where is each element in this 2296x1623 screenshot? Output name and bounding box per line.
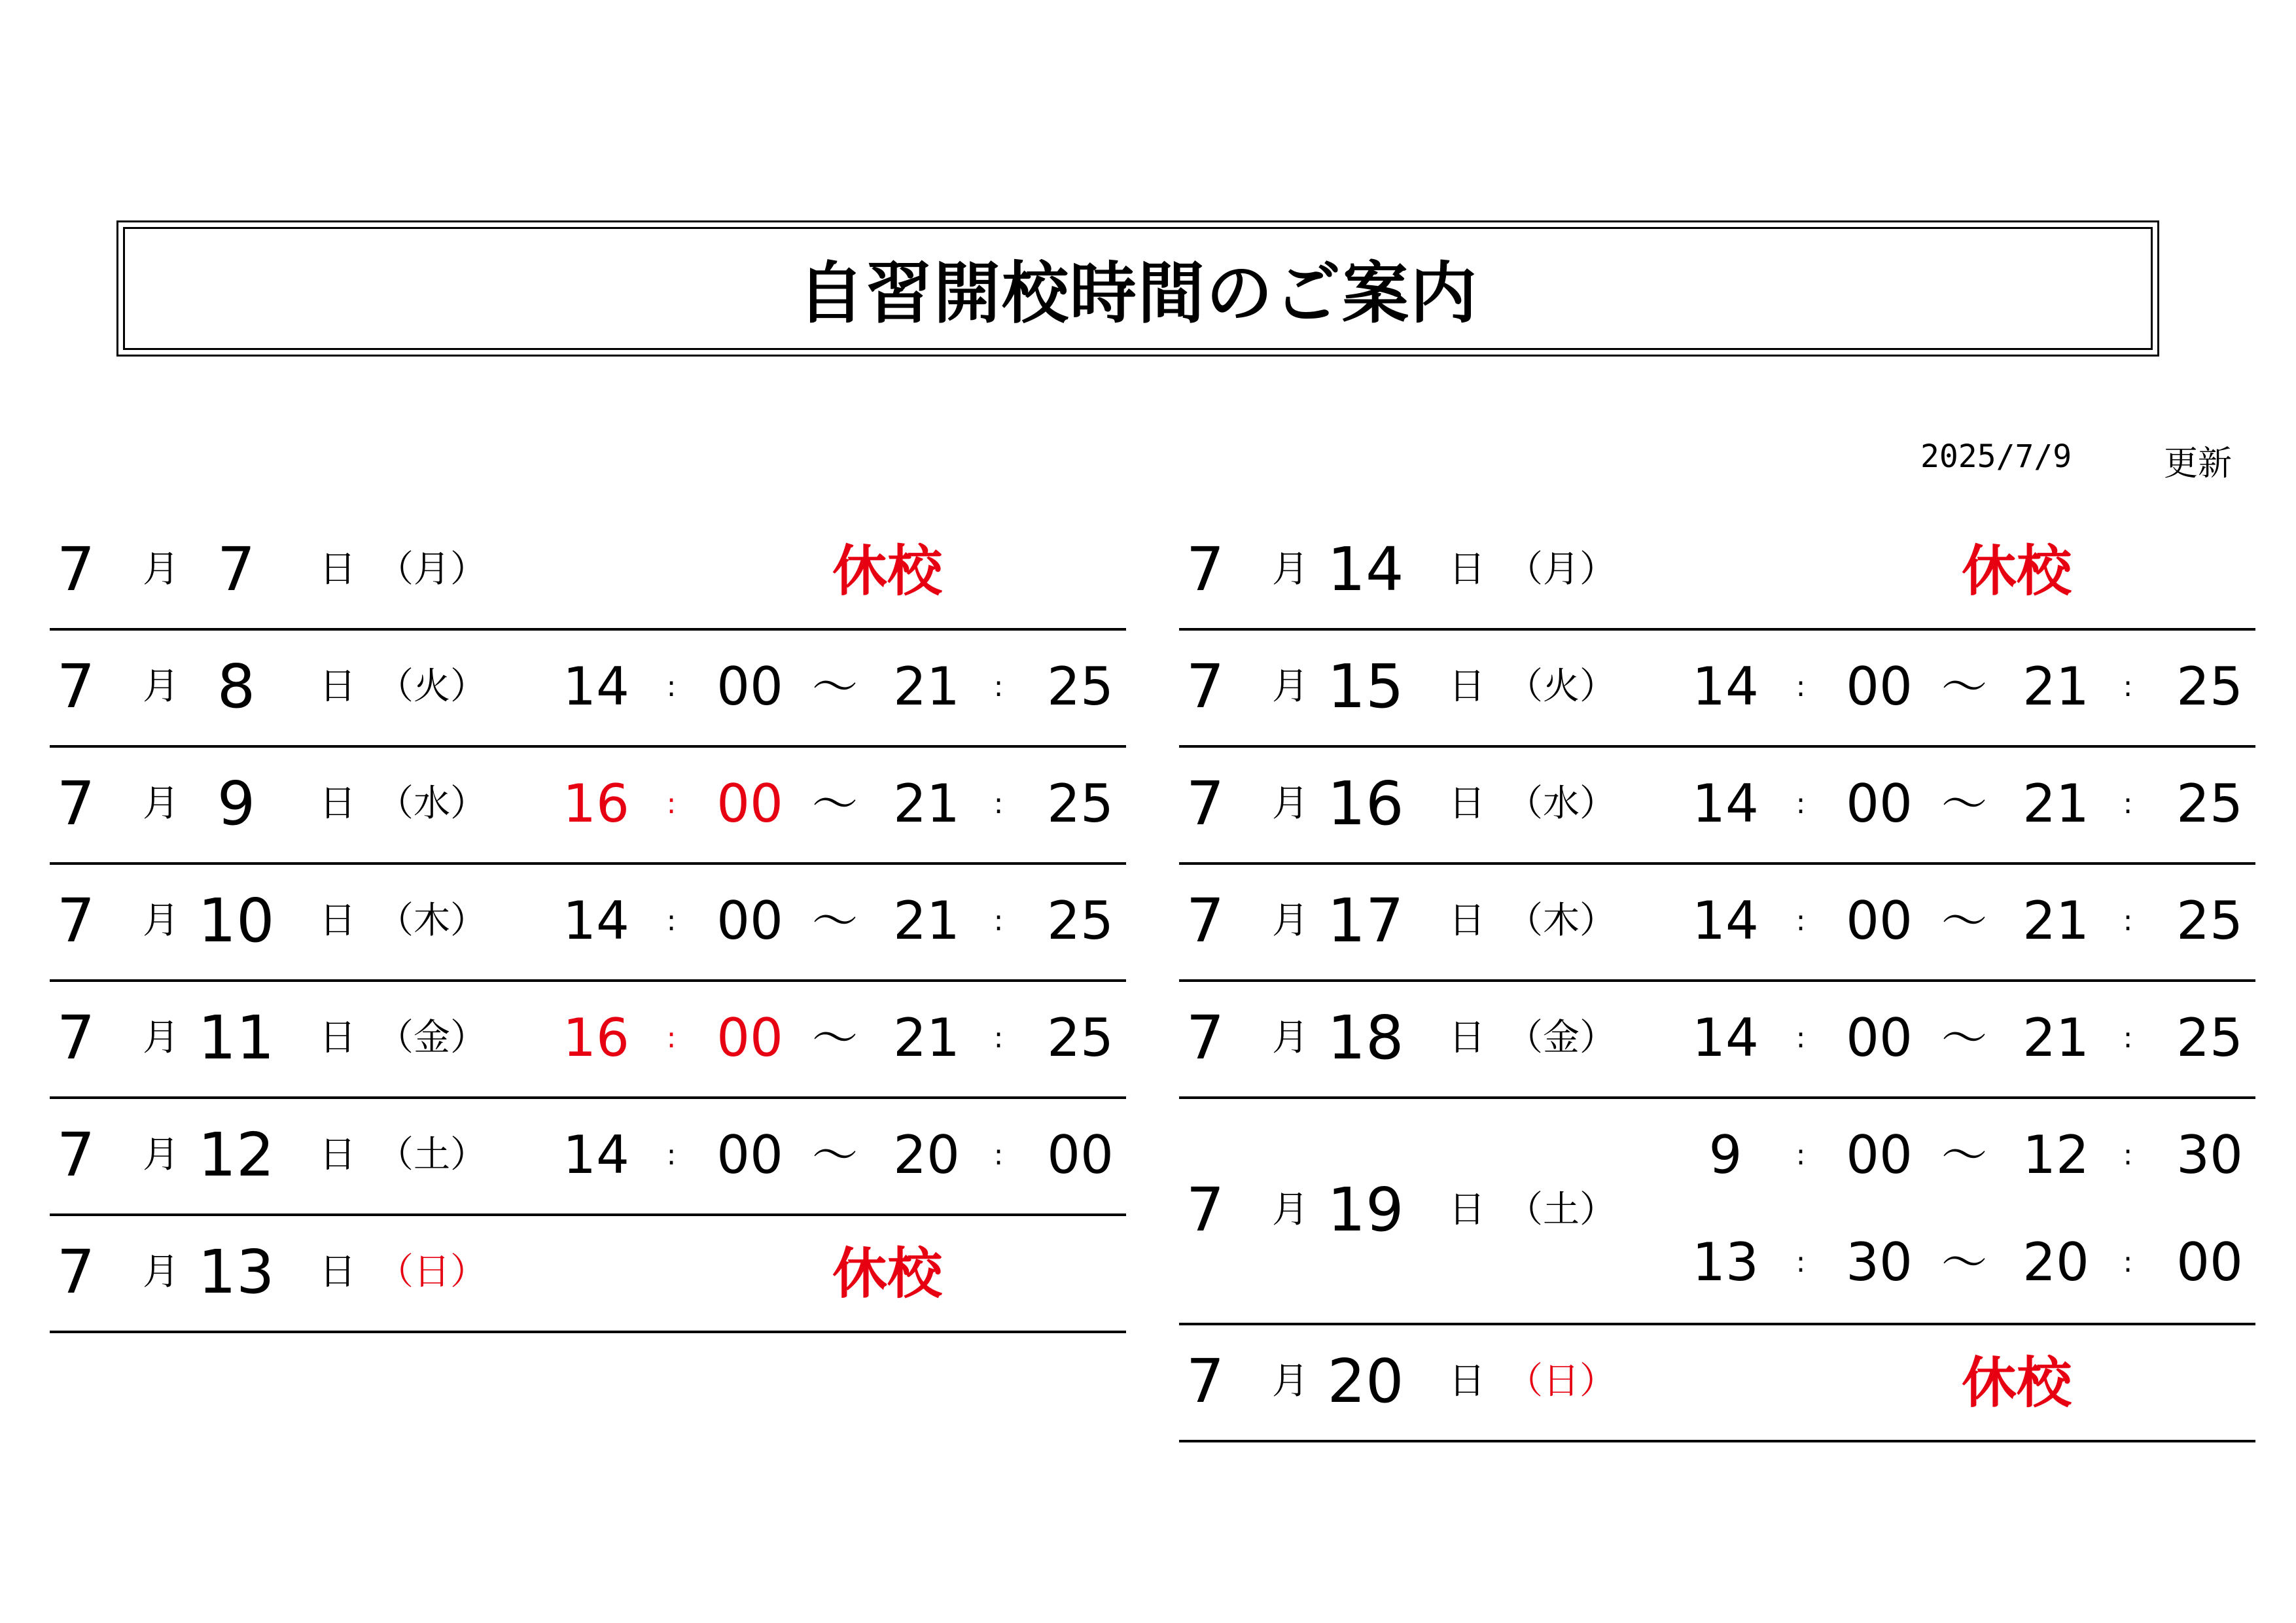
start-minute: 00: [716, 1007, 783, 1068]
schedule-row: [1179, 514, 2255, 631]
day-kanji: 日: [319, 1017, 356, 1059]
month-number: 7: [56, 1237, 96, 1307]
start-hour: 9: [1708, 1125, 1742, 1185]
start-colon: :: [666, 787, 677, 820]
month-kanji: 月: [143, 1134, 179, 1176]
schedule-row: [50, 1216, 1126, 1333]
start-hour: 14: [1692, 773, 1759, 834]
month-number: 7: [56, 1120, 96, 1190]
month-kanji: 月: [1272, 899, 1309, 942]
schedule-row: [1179, 631, 2255, 748]
weekday-text: （木）: [377, 899, 487, 942]
end-hour: 21: [2022, 1007, 2089, 1068]
end-colon: :: [993, 670, 1004, 703]
end-colon: :: [993, 1021, 1004, 1055]
start-colon: :: [666, 670, 677, 703]
end-hour: 21: [2022, 890, 2089, 951]
month-kanji: 月: [1272, 782, 1309, 825]
month-kanji: 月: [1272, 1189, 1309, 1231]
schedule-row: [50, 514, 1126, 631]
day-kanji: 日: [1449, 1189, 1485, 1231]
weekday: [377, 531, 487, 609]
month-number: 7: [1186, 769, 1225, 839]
weekday-text: （水）: [1506, 782, 1616, 825]
end-colon: :: [993, 904, 1004, 937]
day-number: 19: [1327, 1175, 1404, 1245]
start-colon: :: [666, 904, 677, 937]
time-range: [1179, 765, 2255, 843]
end-hour: 21: [2022, 656, 2089, 717]
start-hour: 14: [563, 1125, 629, 1185]
month-number: 7: [56, 534, 96, 604]
month-kanji: 月: [143, 665, 179, 708]
end-hour: 20: [2022, 1232, 2089, 1293]
day-number: 9: [217, 769, 256, 839]
start-hour: 14: [1692, 890, 1759, 951]
end-minute: 25: [1047, 890, 1114, 951]
day-number: 20: [1327, 1346, 1404, 1416]
day-kanji: 日: [1449, 782, 1485, 825]
range-tilde: ～: [1941, 777, 1987, 831]
month-kanji: 月: [143, 899, 179, 942]
closed-label: 休校: [1961, 1351, 2072, 1415]
month-number: 7: [1186, 886, 1225, 956]
start-colon: :: [1795, 1138, 1806, 1172]
end-hour: 21: [893, 773, 960, 834]
schedule-right-column: [1179, 514, 2255, 1442]
day-kanji: 日: [1449, 899, 1485, 942]
start-hour: 14: [1692, 1007, 1759, 1068]
closed-label: 休校: [832, 539, 942, 603]
start-hour: 14: [1692, 656, 1759, 717]
month-number: 7: [1186, 1003, 1225, 1073]
day-number: 18: [1327, 1003, 1404, 1073]
schedule-row: [50, 1099, 1126, 1216]
day-number: 10: [198, 886, 275, 956]
time-range: [50, 765, 1126, 843]
weekday: [377, 1233, 487, 1312]
page-title: 自習開校時間のご案内: [798, 255, 1478, 333]
schedule-row: [50, 748, 1126, 865]
month-number: 7: [56, 652, 96, 722]
weekday-text: （火）: [1506, 665, 1616, 708]
weekday-text: （月）: [1506, 548, 1616, 591]
end-minute: 00: [2176, 1232, 2243, 1293]
closed-label: 休校: [832, 1242, 942, 1306]
day-number: 16: [1327, 769, 1404, 839]
start-hour: 14: [563, 656, 629, 717]
end-minute: 25: [2176, 1007, 2243, 1068]
day-kanji: 日: [1449, 1017, 1485, 1059]
weekday: [1506, 1342, 1616, 1421]
schedule-left-column: [50, 514, 1126, 1333]
day-kanji: 日: [319, 548, 356, 591]
start-colon: :: [666, 1138, 677, 1172]
start-minute: 00: [1846, 890, 1913, 951]
schedule-row: [1179, 1099, 2255, 1325]
time-range: [50, 882, 1126, 960]
range-tilde: ～: [812, 660, 858, 714]
month-kanji: 月: [143, 1251, 179, 1293]
month-kanji: 月: [143, 548, 179, 591]
range-tilde: ～: [1941, 660, 1987, 714]
range-tilde: ～: [1941, 894, 1987, 948]
end-hour: 20: [893, 1125, 960, 1185]
month-kanji: 月: [1272, 548, 1309, 591]
day-number: 12: [198, 1120, 275, 1190]
month-number: 7: [1186, 1346, 1225, 1416]
time-range: [1179, 1223, 2255, 1302]
start-colon: :: [1795, 1021, 1806, 1055]
title-inner-frame: [123, 227, 2153, 350]
schedule-row: [1179, 982, 2255, 1099]
weekday-text: （金）: [1506, 1017, 1616, 1059]
day-kanji: 日: [319, 665, 356, 708]
day-number: 11: [198, 1003, 275, 1073]
weekday: [1506, 531, 1616, 609]
start-minute: 00: [1846, 1125, 1913, 1185]
start-colon: :: [666, 1021, 677, 1055]
start-minute: 00: [716, 773, 783, 834]
end-colon: :: [2123, 1021, 2133, 1055]
end-hour: 12: [2022, 1125, 2089, 1185]
end-colon: :: [993, 1138, 1004, 1172]
range-tilde: ～: [812, 1128, 858, 1182]
time-range: [1179, 648, 2255, 726]
month-kanji: 月: [143, 782, 179, 825]
day-kanji: 日: [1449, 1360, 1485, 1403]
day-kanji: 日: [1449, 548, 1485, 591]
start-hour: 14: [563, 890, 629, 951]
end-colon: :: [993, 787, 1004, 820]
range-tilde: ～: [812, 777, 858, 831]
month-kanji: 月: [1272, 1360, 1309, 1403]
end-minute: 25: [2176, 890, 2243, 951]
day-number: 7: [217, 534, 256, 604]
day-kanji: 日: [319, 782, 356, 825]
month-number: 7: [56, 1003, 96, 1073]
start-colon: :: [1795, 1246, 1806, 1279]
time-range: [1179, 882, 2255, 960]
day-number: 14: [1327, 534, 1404, 604]
title-frame: [116, 220, 2159, 357]
month-number: 7: [56, 769, 96, 839]
range-tilde: ～: [812, 1011, 858, 1065]
range-tilde: ～: [1941, 1128, 1987, 1182]
month-number: 7: [1186, 534, 1225, 604]
month-kanji: 月: [1272, 665, 1309, 708]
start-minute: 30: [1846, 1232, 1913, 1293]
start-colon: :: [1795, 787, 1806, 820]
month-kanji: 月: [143, 1017, 179, 1059]
weekday-text: （土）: [377, 1134, 487, 1176]
schedule-row: [50, 982, 1126, 1099]
start-minute: 00: [1846, 1007, 1913, 1068]
time-range: [50, 999, 1126, 1077]
time-range: [1179, 999, 2255, 1077]
day-number: 13: [198, 1237, 275, 1307]
end-hour: 21: [2022, 773, 2089, 834]
start-colon: :: [1795, 904, 1806, 937]
weekday-text: （水）: [377, 782, 487, 825]
updated-date: 2025/7/9: [1920, 438, 2072, 475]
day-number: 8: [217, 652, 256, 722]
time-range: [50, 648, 1126, 726]
weekday-text: （日）: [377, 1251, 487, 1293]
weekday-text: （日）: [1506, 1360, 1616, 1403]
start-minute: 00: [716, 890, 783, 951]
end-minute: 30: [2176, 1125, 2243, 1185]
range-tilde: ～: [1941, 1236, 1987, 1289]
start-minute: 00: [1846, 656, 1913, 717]
time-range: [1179, 1116, 2255, 1195]
day-kanji: 日: [319, 1251, 356, 1293]
time-range: [50, 1116, 1126, 1195]
start-hour: 16: [563, 1007, 629, 1068]
weekday-text: （月）: [377, 548, 487, 591]
end-colon: :: [2123, 904, 2133, 937]
start-minute: 00: [716, 656, 783, 717]
end-colon: :: [2123, 1138, 2133, 1172]
updated-label: 更新: [2164, 444, 2233, 483]
end-minute: 00: [1047, 1125, 1114, 1185]
end-minute: 25: [2176, 656, 2243, 717]
range-tilde: ～: [1941, 1011, 1987, 1065]
end-hour: 21: [893, 890, 960, 951]
schedule-row: [1179, 865, 2255, 982]
day-number: 17: [1327, 886, 1404, 956]
end-minute: 25: [1047, 773, 1114, 834]
start-minute: 00: [716, 1125, 783, 1185]
day-kanji: 日: [319, 1134, 356, 1176]
start-hour: 16: [563, 773, 629, 834]
month-number: 7: [56, 886, 96, 956]
day-kanji: 日: [1449, 665, 1485, 708]
closed-label: 休校: [1961, 539, 2072, 603]
end-minute: 25: [1047, 656, 1114, 717]
month-kanji: 月: [1272, 1017, 1309, 1059]
month-number: 7: [1186, 652, 1225, 722]
end-colon: :: [2123, 787, 2133, 820]
month-number: 7: [1186, 1175, 1225, 1245]
end-minute: 25: [2176, 773, 2243, 834]
start-minute: 00: [1846, 773, 1913, 834]
schedule-row: [50, 631, 1126, 748]
weekday-text: （木）: [1506, 899, 1616, 942]
schedule-row: [50, 865, 1126, 982]
weekday-text: （金）: [377, 1017, 487, 1059]
weekday-text: （火）: [377, 665, 487, 708]
end-colon: :: [2123, 670, 2133, 703]
end-hour: 21: [893, 1007, 960, 1068]
end-colon: :: [2123, 1246, 2133, 1279]
end-hour: 21: [893, 656, 960, 717]
day-number: 15: [1327, 652, 1404, 722]
end-minute: 25: [1047, 1007, 1114, 1068]
range-tilde: ～: [812, 894, 858, 948]
start-colon: :: [1795, 670, 1806, 703]
weekday-text: （土）: [1506, 1189, 1616, 1231]
start-hour: 13: [1692, 1232, 1759, 1293]
schedule-row: [1179, 748, 2255, 865]
schedule-row: [1179, 1325, 2255, 1442]
day-kanji: 日: [319, 899, 356, 942]
